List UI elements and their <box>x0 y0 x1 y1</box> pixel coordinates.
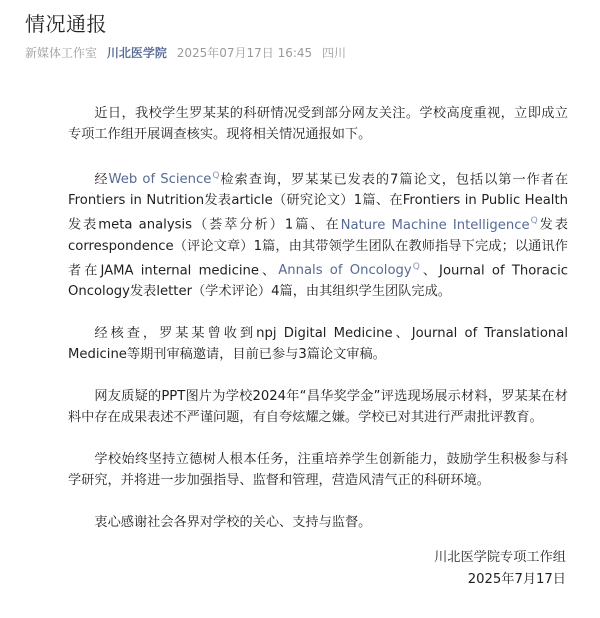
paragraph-text: 发表correspondence（评论文章）1篇，由其带领学生团队在教师指导下完成；以通讯作者在JAMA internal medicine、 <box>68 217 568 279</box>
paragraph-intro: 近日，我校学生罗某某的科研情况受到部分网友关注。学校高度重视，立即成立专项工作组开展调查核实。现将相关情况通报如下。 <box>68 106 568 142</box>
paragraph-ppt: 网友质疑的PPT图片为学校2024年“昌华奖学金”评选现场展示材料，罗某某在材料中存在成果表述不严谨问题，有自夸炫耀之嫌。学校已对其进行严肃批评教育。 <box>68 389 568 426</box>
account-name: 新媒体工作室 <box>25 46 98 60</box>
search-icon: Q <box>412 261 420 272</box>
search-keyword-link[interactable] <box>341 218 538 233</box>
keyword-text: Nature Machine Intelligence <box>340 217 530 233</box>
article-title: 情况通报 <box>25 12 107 36</box>
paragraph-commitment: 学校始终坚持立德树人根本任务，注重培养学生创新能力，鼓励学生积极参与科学研究，并将进一步加强指导、监督和管理，营造风清气正的科研环境。 <box>68 452 568 489</box>
search-icon: Q <box>530 216 538 227</box>
paragraph-publications <box>68 166 568 302</box>
search-keyword-link[interactable] <box>109 172 220 187</box>
keyword-text: Web of Science <box>108 172 212 188</box>
publish-location: 四川 <box>322 46 347 60</box>
paragraph-text: 经 <box>94 172 109 188</box>
search-icon: Q <box>212 171 220 181</box>
paragraph-review: 经核查，罗某某曾收到npj Digital Medicine、Journal of Translational Medicine等期刊审稿邀请，目前已参与3篇论文审稿。 <box>68 326 568 363</box>
article-body <box>68 103 568 554</box>
article-meta <box>25 44 346 61</box>
publish-datetime: 2025年07月17日 16:45 <box>176 46 313 60</box>
search-keyword-link[interactable] <box>278 263 420 278</box>
signature-date: 2025年7月17日 <box>467 572 566 587</box>
paragraph-thanks: 衷心感谢社会各界对学校的关心、支持与监督。 <box>94 515 372 531</box>
signature-org: 川北医学院专项工作组 <box>434 550 566 565</box>
source-link[interactable]: 川北医学院 <box>106 46 167 60</box>
paragraph-text: 检索查询，罗某某已发表的7篇论文，包括以第一作者在Frontiers in Nutrition发表article（研究论文）1篇、在Frontiers in Public Health发表meta analysis（荟萃分析）1篇、在 <box>68 172 569 233</box>
paragraph-text: 、Journal of Thoracic Oncology发表letter（学术评论）4篇，由其组织学生团队完成。 <box>68 263 568 300</box>
keyword-text: Annals of Oncology <box>278 263 412 279</box>
